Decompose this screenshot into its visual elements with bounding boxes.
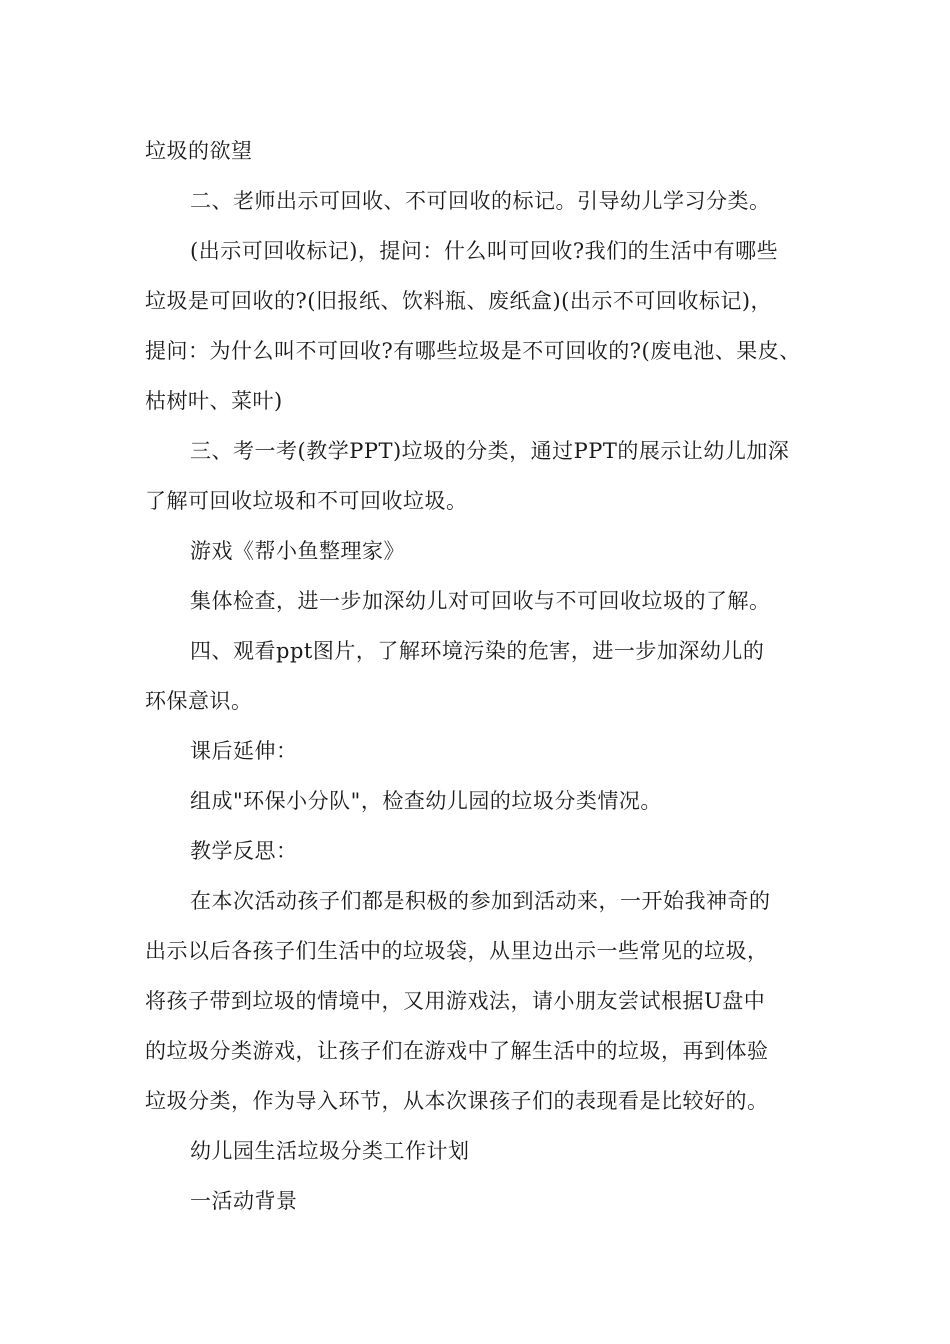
section-heading: 一活动背景 [190, 1189, 298, 1213]
section-title: 幼儿园生活垃圾分类工作计划 [190, 1139, 470, 1163]
text-line: 三、考一考(教学PPT)垃圾的分类，通过PPT的展示让幼儿加深 [190, 439, 790, 463]
text-line: 集体检查，进一步加深幼儿对可回收与不可回收垃圾的了解。 [190, 589, 771, 613]
text-line: (出示可回收标记)，提问：什么叫可回收?我们的生活中有哪些 [190, 239, 779, 263]
text-line: 课后延伸： [190, 739, 298, 763]
text-line: 垃圾分类，作为导入环节，从本次课孩子们的表现看是比较好的。 [145, 1089, 769, 1113]
text-line: 垃圾的欲望 [145, 139, 253, 163]
text-line: 教学反思： [190, 839, 298, 863]
text-line: 游戏《帮小鱼整理家》 [190, 539, 405, 563]
text-line: 在本次活动孩子们都是积极的参加到活动来，一开始我神奇的 [190, 889, 771, 913]
text-line: 组成"环保小分队"，检查幼儿园的垃圾分类情况。 [190, 789, 662, 813]
text-line: 枯树叶、菜叶) [145, 389, 283, 413]
text-line: 环保意识。 [145, 689, 253, 713]
text-line: 提问：为什么叫不可回收?有哪些垃圾是不可回收的?(废电池、果皮、 [145, 339, 801, 363]
text-line: 出示以后各孩子们生活中的垃圾袋，从里边出示一些常见的垃圾， [145, 939, 769, 963]
text-line: 了解可回收垃圾和不可回收垃圾。 [145, 489, 468, 513]
text-line: 四、观看ppt图片，了解环境污染的危害，进一步加深幼儿的 [190, 639, 765, 663]
text-line: 将孩子带到垃圾的情境中，又用游戏法，请小朋友尝试根据U盘中 [145, 989, 766, 1013]
text-line: 的垃圾分类游戏，让孩子们在游戏中了解生活中的垃圾，再到体验 [145, 1039, 769, 1063]
text-line: 二、老师出示可回收、不可回收的标记。引导幼儿学习分类。 [190, 189, 771, 213]
text-line: 垃圾是可回收的?(旧报纸、饮料瓶、废纸盒)(出示不可回收标记)， [145, 289, 773, 313]
